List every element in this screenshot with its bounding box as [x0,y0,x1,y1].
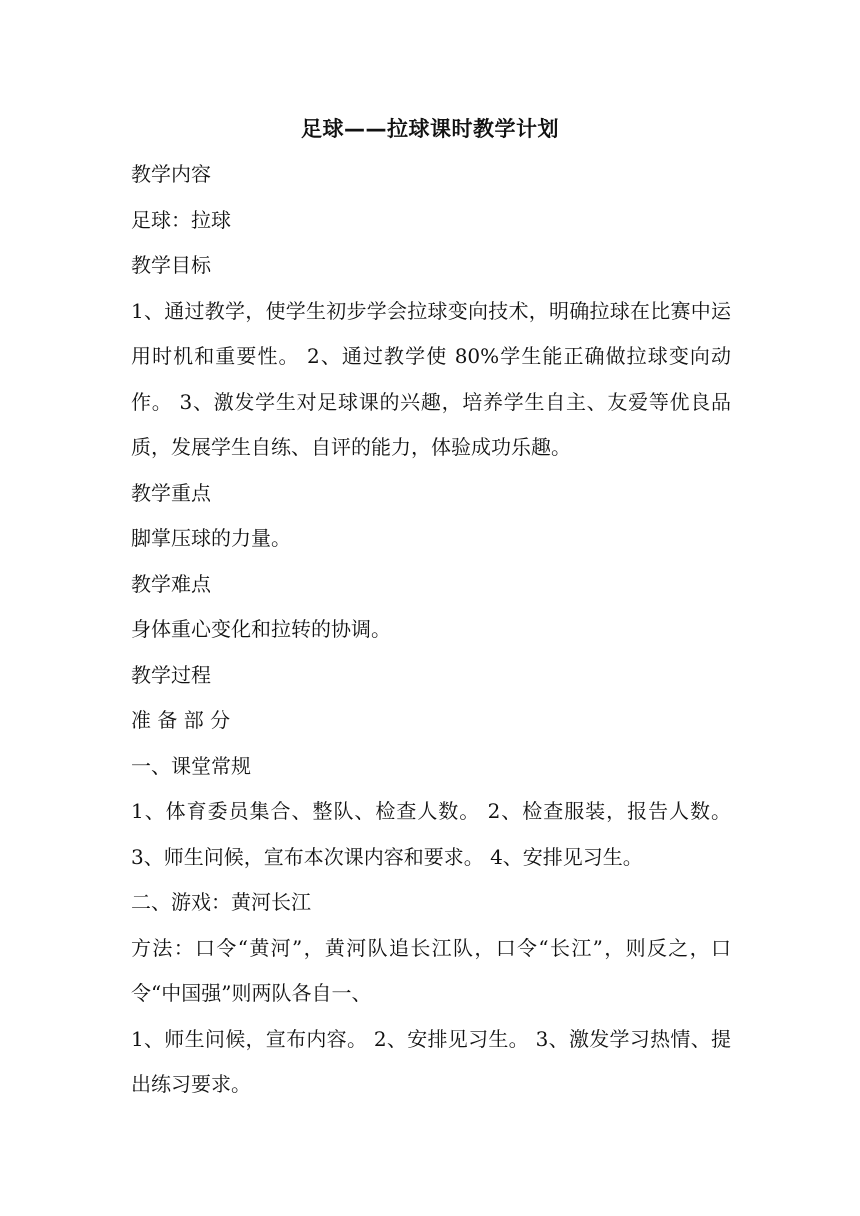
section-heading-objectives: 教学目标 [131,253,211,277]
key-point-text: 脚掌压球的力量。 [131,526,291,550]
document-body [131,152,731,1108]
classroom-routine-heading: 一、课堂常规 [131,753,251,778]
section-heading-key-point: 教学重点 [131,480,211,505]
section-heading-process: 教学过程 [131,662,211,687]
game-method-text: 方法：口令“黄河”，黄河队追长江队，口令“长江”，则反之，口令“中国强”则两队各自一、 [131,935,731,1005]
game-steps-text: 1、师生问候，宣布内容。 2、安排见习生。 3、激发学习热情、提出练习要求。 [131,1026,731,1096]
objectives-text: 1、通过教学，使学生初步学会拉球变向技术，明确拉球在比赛中运用时机和重要性。 2、通过教学使 80%学生能正确做拉球变向动作。 3、激发学生对足球课的兴趣，培养学生自主、友爱等优良品质，发展学生自练、自评的能力，体验成功乐趣。 [131,298,731,459]
section-heading-content: 教学内容 [131,162,211,186]
document-title: 足球——拉球课时教学计划 [301,117,559,141]
game-heading: 二、游戏：黄河长江 [131,890,311,914]
classroom-routine-text: 1、体育委员集合、整队、检查人数。 2、检查服装，报告人数。 3、师生问候，宣布本次课内容和要求。 4、安排见习生。 [131,799,731,869]
preparation-part-heading: 准 备 部 分 [131,708,231,732]
section-heading-difficulty: 教学难点 [131,571,211,596]
difficulty-text: 身体重心变化和拉转的协调。 [131,617,391,641]
content-text: 足球：拉球 [131,207,231,232]
